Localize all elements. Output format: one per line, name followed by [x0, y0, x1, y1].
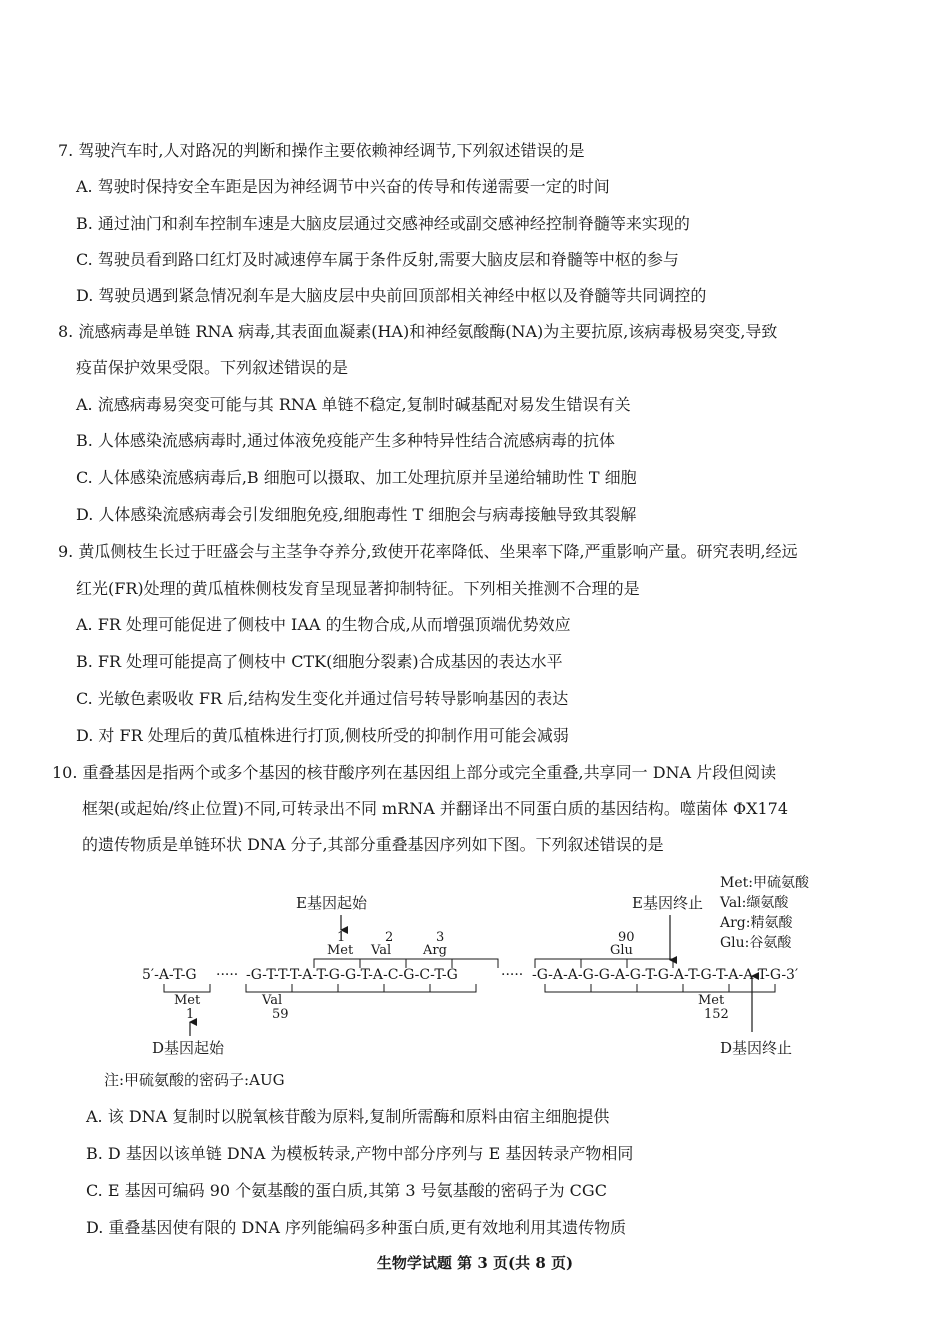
q8-option-c: C. 人体感染流感病毒后,B 细胞可以摄取、加工处理抗原并呈递给辅助性 T 细胞 [76, 468, 637, 487]
q8-option-b: B. 人体感染流感病毒时,通过体液免疫能产生多种特异性结合流感病毒的抗体 [76, 431, 616, 450]
overlapping-gene-diagram [130, 868, 850, 1058]
d-codon-number-59: 59 [272, 1007, 289, 1022]
sequence-gap-1: ····· [216, 967, 239, 983]
sequence-start: 5′-A-T-G [142, 967, 197, 983]
e-codon-number-3: 3 [436, 930, 445, 945]
q7-option-a: A. 驾驶时保持安全车距是因为神经调节中兴奋的传导和传递需要一定的时间 [76, 177, 610, 196]
e-aa-glu: Glu [610, 943, 633, 958]
q9-option-d: D. 对 FR 处理后的黄瓜植株进行打顶,侧枝所受的抑制作用可能会减弱 [76, 726, 569, 745]
e-gene-start-label: E基因起始 [296, 894, 367, 912]
q7-option-b: B. 通过油门和刹车控制车速是大脑皮层通过交感神经或副交感神经控制脊髓等来实现的 [76, 214, 690, 233]
legend-met: Met:甲硫氨酸 [720, 875, 809, 891]
d-codon-number-152: 152 [704, 1007, 729, 1022]
e-aa-met: Met [327, 943, 354, 958]
figure-note: 注:甲硫氨酸的密码子:AUG [104, 1071, 285, 1089]
q10-stem-line-2: 框架(或起始/终止位置)不同,可转录出不同 mRNA 并翻译出不同蛋白质的基因结构。噬菌体 ΦX174 [82, 799, 789, 818]
e-codon-number-2: 2 [385, 930, 394, 945]
q8-option-d: D. 人体感染流感病毒会引发细胞免疫,细胞毒性 T 细胞会与病毒接触导致其裂解 [76, 505, 637, 524]
d-aa-met-152: Met [698, 993, 725, 1008]
q10-stem-line-1: 10. 重叠基因是指两个或多个基因的核苷酸序列在基因组上部分或完全重叠,共享同一 DNA 片段但阅读 [52, 763, 777, 782]
q9-option-c: C. 光敏色素吸收 FR 后,结构发生变化并通过信号转导影响基因的表达 [76, 689, 569, 708]
q9-stem-line-1: 9. 黄瓜侧枝生长过于旺盛会与主茎争夺养分,致使开花率降低、坐果率下降,严重影响产量。研究表明,经远 [58, 542, 798, 561]
q10-option-b: B. D 基因以该单链 DNA 为模板转录,产物中部分序列与 E 基因转录产物相同 [86, 1144, 634, 1163]
d-aa-val: Val [262, 993, 283, 1008]
e-gene-end-label: E基因终止 [632, 894, 703, 912]
d-codon-number-1: 1 [186, 1007, 195, 1022]
q8-stem-line-1: 8. 流感病毒是单链 RNA 病毒,其表面血凝素(HA)和神经氨酸酶(NA)为主要抗原,该病毒极易突变,导致 [58, 322, 778, 341]
q10-option-d: D. 重叠基因使有限的 DNA 序列能编码多种蛋白质,更有效地利用其遗传物质 [86, 1218, 627, 1237]
e-aa-val: Val [371, 943, 392, 958]
d-gene-start-label: D基因起始 [152, 1039, 225, 1057]
q10-option-c: C. E 基因可编码 90 个氨基酸的蛋白质,其第 3 号氨基酸的密码子为 CGC [86, 1181, 607, 1200]
d-reading-frame-brackets [164, 984, 775, 992]
q9-stem-line-2: 红光(FR)处理的黄瓜植株侧枝发育呈现显著抑制特征。下列相关推测不合理的是 [76, 579, 640, 598]
d-aa-met-1: Met [174, 993, 201, 1008]
q8-stem-line-2: 疫苗保护效果受限。下列叙述错误的是 [76, 358, 349, 377]
legend-val: Val:缬氨酸 [720, 895, 789, 911]
page-footer: 生物学试题 第 3 页(共 8 页) [376, 1254, 574, 1272]
e-codon-number-1: 1 [337, 930, 346, 945]
q7-stem: 7. 驾驶汽车时,人对路况的判断和操作主要依赖神经调节,下列叙述错误的是 [58, 141, 585, 160]
d-gene-end-label: D基因终止 [720, 1039, 793, 1057]
q9-option-b: B. FR 处理可能提高了侧枝中 CTK(细胞分裂素)合成基因的表达水平 [76, 652, 563, 671]
q8-option-a: A. 流感病毒易突变可能与其 RNA 单链不稳定,复制时碱基配对易发生错误有关 [76, 395, 631, 414]
legend-glu: Glu:谷氨酸 [720, 935, 792, 951]
sequence-middle: -G-T-T-T-A-T-G-G-T-A-C-G-C-T-G [246, 967, 458, 983]
sequence-gap-2: ····· [501, 967, 524, 983]
e-aa-arg: Arg [423, 943, 447, 958]
q9-option-a: A. FR 处理可能促进了侧枝中 IAA 的生物合成,从而增强顶端优势效应 [76, 615, 571, 634]
sequence-end: -G-A-A-G-G-A-G-T-G-A-T-G-T-A-A-T-G-3′ [532, 967, 799, 983]
e-codon-number-90: 90 [618, 930, 635, 945]
q10-option-a: A. 该 DNA 复制时以脱氧核苷酸为原料,复制所需酶和原料由宿主细胞提供 [86, 1107, 610, 1126]
q7-option-d: D. 驾驶员遇到紧急情况刹车是大脑皮层中央前回顶部相关神经中枢以及脊髓等共同调控的 [76, 286, 707, 305]
legend-arg: Arg:精氨酸 [720, 915, 793, 931]
q7-option-c: C. 驾驶员看到路口红灯及时减速停车属于条件反射,需要大脑皮层和脊髓等中枢的参与 [76, 250, 679, 269]
q10-stem-line-3: 的遗传物质是单链环状 DNA 分子,其部分重叠基因序列如下图。下列叙述错误的是 [82, 835, 664, 854]
